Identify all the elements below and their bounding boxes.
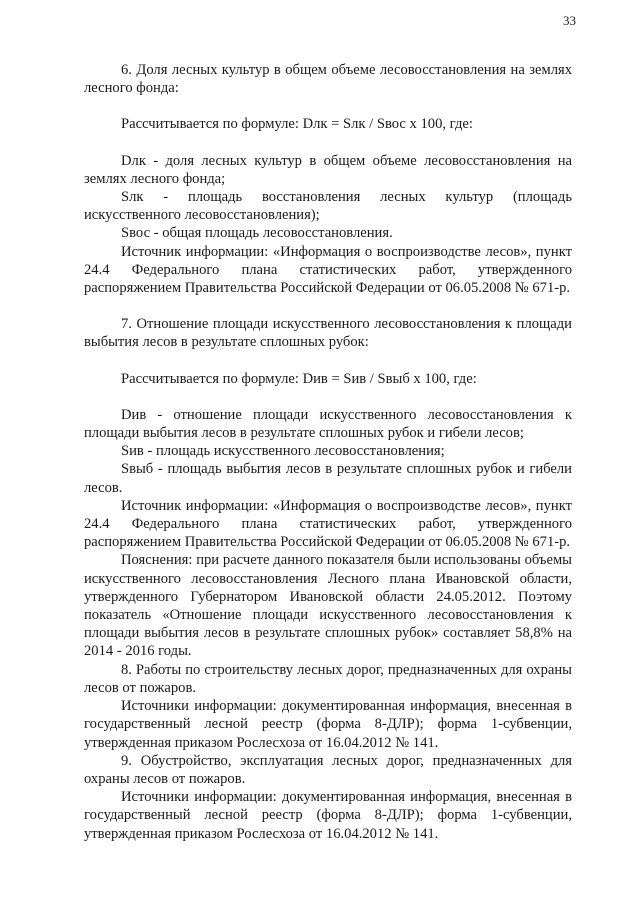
definition-svyb: Sвыб - площадь выбытия лесов в результате сплошных рубок и гибели лесов.	[84, 461, 572, 496]
section-9-heading: 9. Обустройство, эксплуатация лесных дорог, предназначенных для охраны лесов от пожаров.	[84, 752, 572, 787]
source-7: Источник информации: «Информация о воспроизводстве лесов», пункт 24.4 Федерального плана статистических работ, утвержденного распоряжением Правительства Российской Федерации от 06.05.2008 № 671-р.	[84, 497, 572, 551]
definition-slk: Sлк - площадь восстановления лесных культур (площадь искусственного лесовосстановления);	[84, 189, 572, 224]
section-7-heading: 7. Отношение площади искусственного лесовосстановления к площади выбытия лесов в результате сплошных рубок:	[84, 316, 572, 351]
formula-6: Рассчитывается по формуле: Dлк = Sлк / Sвос х 100, где:	[121, 116, 473, 133]
source-8: Источники информации: документированная информация, внесенная в государственный лесной реестр (форма 8-ДЛР); форма 1-субвенции, утвержденная приказом Рослесхоза от 16.04.2012 № 141.	[84, 698, 572, 751]
formula-7: Рассчитывается по формуле: Dив = Sив / Sвыб х 100, где:	[121, 370, 477, 387]
page-number: 33	[563, 13, 576, 28]
definition-siv: Sив - площадь искусственного лесовосстановления;	[121, 443, 445, 460]
definition-svos: Sвос - общая площадь лесовосстановления.	[121, 225, 393, 242]
explanation-7: Пояснения: при расчете данного показателя были использованы объемы искусственного лесовосстановления Лесного плана Ивановской области, утвержденного Губернатором Ивановской области 24.05.2012. Поэтому показатель «Отношение площади искусственного лесовосстановления к площади выбытия лесов в результате сплошных рубок» составляет 58,8% на 2014 - 2016 годы.	[84, 552, 572, 660]
source-6: Источник информации: «Информация о воспроизводстве лесов», пункт 24.4 Федерального плана статистических работ, утвержденного распоряжением Правительства Российской Федерации от 06.05.2008 № 671-р.	[84, 243, 572, 297]
section-6-heading: 6. Доля лесных культур в общем объеме лесовосстановления на землях лесного фонда:	[84, 62, 572, 97]
document-body	[84, 61, 572, 843]
source-9: Источники информации: документированная информация, внесенная в государственный лесной реестр (форма 8-ДЛР); форма 1-субвенции, утвержденная приказом Рослесхоза от 16.04.2012 № 141.	[84, 789, 572, 842]
definition-dlk: Dлк - доля лесных культур в общем объеме лесовосстановления на землях лесного фонда;	[84, 152, 572, 187]
section-8-heading: 8. Работы по строительству лесных дорог, предназначенных для охраны лесов от пожаров.	[84, 661, 572, 696]
definition-div: Dив - отношение площади искусственного лесовосстановления к площади выбытия лесов в результате сплошных рубок и гибели лесов;	[84, 406, 572, 442]
